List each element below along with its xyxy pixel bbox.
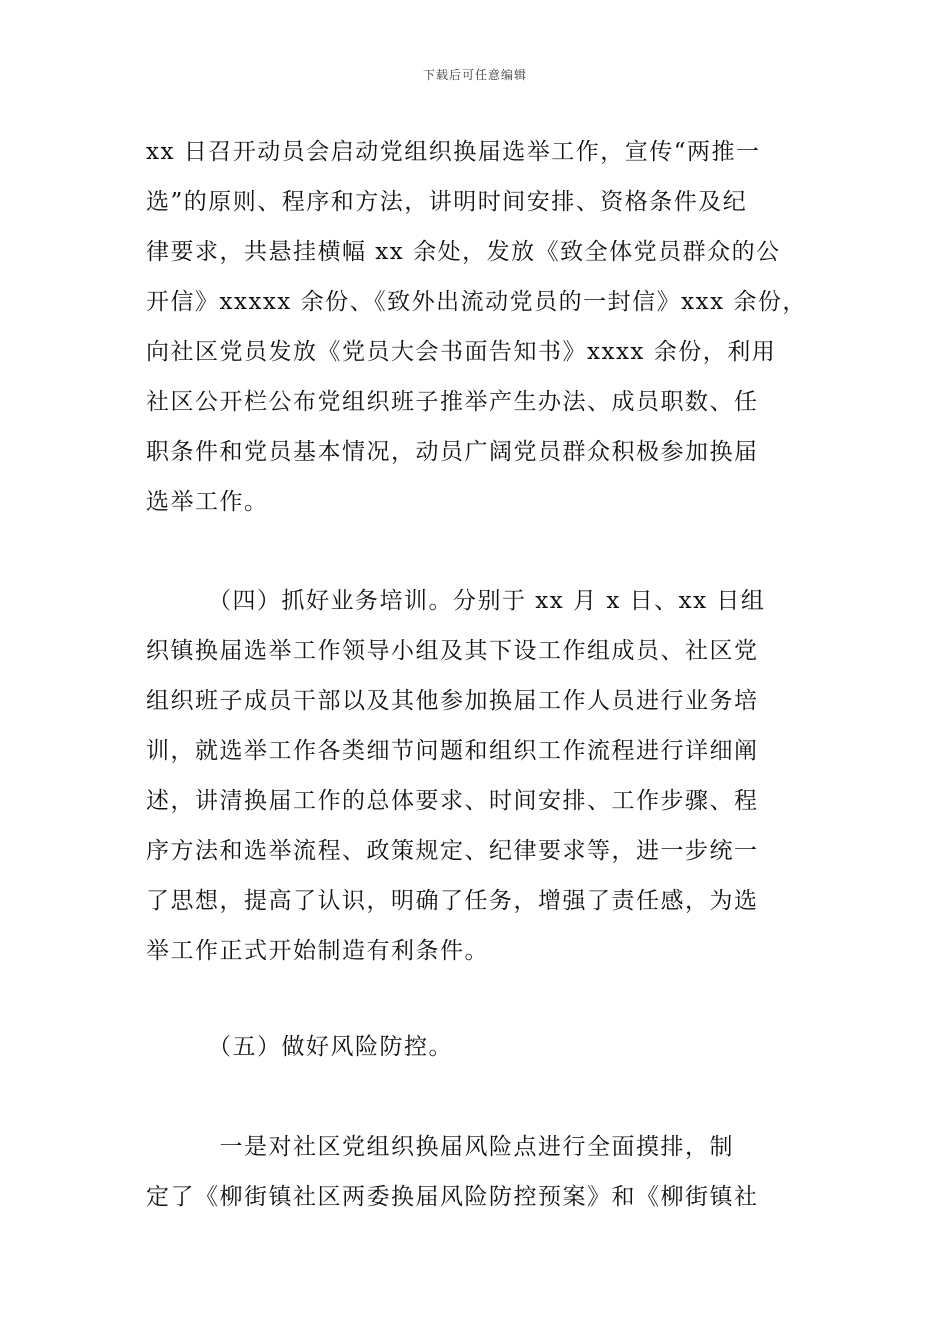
text-line: 了思想，提高了认识，明确了任务，增强了责任感，为选 <box>146 888 759 914</box>
text-line: 向社区党员发放《党员大会书面告知书》xxxx 余份，利用 <box>146 339 777 365</box>
text-line: 述，讲清换届工作的总体要求、时间安排、工作步骤、程 <box>146 788 759 814</box>
text-line: 序方法和选举流程、政策规定、纪律要求等，进一步统一 <box>146 838 759 864</box>
text-line: xx 日召开动员会启动党组织换届选举工作，宣传“两推一 <box>146 139 761 165</box>
text-line: 选举工作。 <box>146 489 269 515</box>
text-line: 一是对社区党组织换届风险点进行全面摸排，制 <box>146 1134 734 1160</box>
text-line: 社区公开栏公布党组织班子推举产生办法、成员职数、任 <box>146 389 759 415</box>
text-line: 职条件和党员基本情况，动员广阔党员群众积极参加换届 <box>146 439 759 465</box>
text-line: （四）抓好业务培训。分别于 xx 月 x 日、xx 日组 <box>146 588 766 614</box>
text-line: 举工作正式开始制造有利条件。 <box>146 938 489 964</box>
paragraph-risk-assessment <box>146 1122 811 1222</box>
text-line: 训，就选举工作各类细节问题和组织工作流程进行详细阐 <box>146 738 759 764</box>
text-line: 定了《柳街镇社区两委换届风险防控预案》和《柳街镇社 <box>146 1184 759 1210</box>
paragraph-mobilization <box>146 127 811 527</box>
text-line: 组织班子成员干部以及其他参加换届工作人员进行业务培 <box>146 688 759 714</box>
text-line: 律要求，共悬挂横幅 xx 余处，发放《致全体党员群众的公 <box>146 239 781 265</box>
text-line: 织镇换届选举工作领导小组及其下设工作组成员、社区党 <box>146 638 759 664</box>
paragraph-training <box>146 576 811 976</box>
text-line: （五）做好风险防控。 <box>146 1034 453 1060</box>
section-heading-risk-control <box>146 1022 811 1072</box>
text-line: 选”的原则、程序和方法，讲明时间安排、资格条件及纪 <box>146 189 748 215</box>
text-line: 开信》xxxxx 余份、《致外出流动党员的一封信》xxx 余份， <box>146 289 807 315</box>
page-header: 下载后可任意编辑 <box>422 68 527 82</box>
